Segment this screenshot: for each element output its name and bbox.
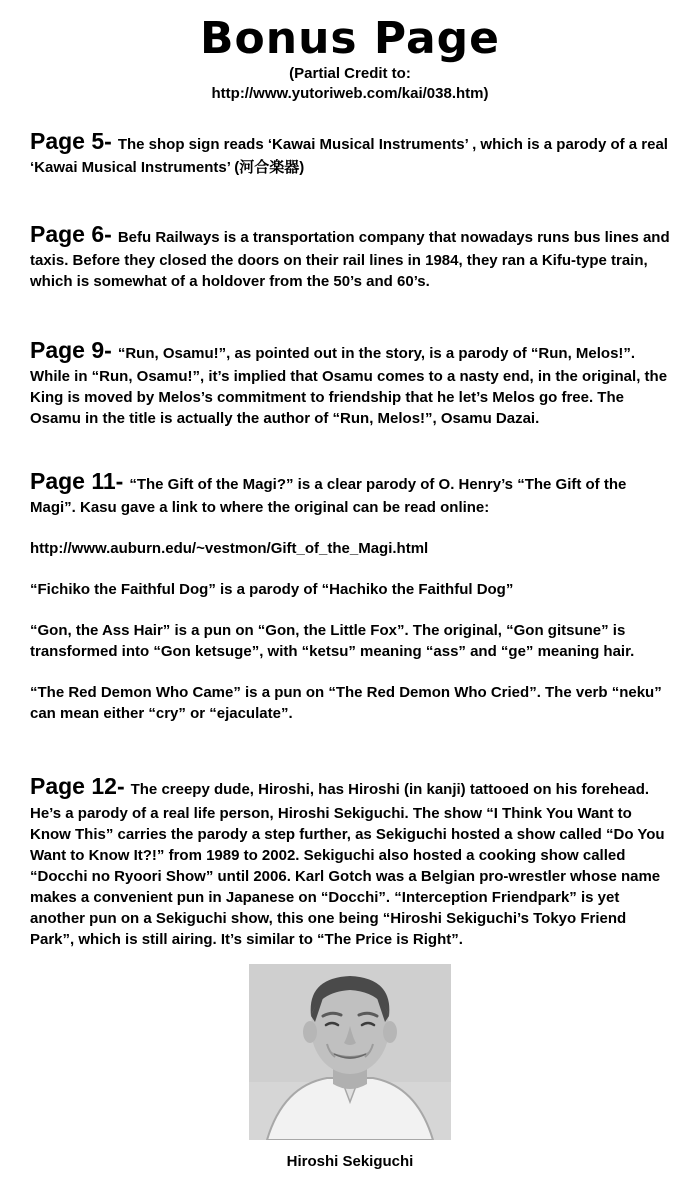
credit-line-1: (Partial Credit to: — [289, 65, 411, 83]
page-9-label: Page 9- — [30, 337, 112, 364]
section-page-12 — [30, 770, 670, 949]
page-5-label: Page 5- — [30, 127, 112, 154]
page-11-label: Page 11- — [30, 468, 124, 495]
page-6-label: Page 6- — [30, 220, 112, 247]
page-9-text: “Run, Osamu!”, as pointed out in the story, is a parody of “Run, Melos!”. While in “Run, Osamu!”, it’s implied that Osamu comes to a nasty end, in the original, the King is moved by Melos’s commitment to friendship that he let’s Melos go free. The Osamu in the title is actually the author of “Run, Melos!”, Osamu Dazai. — [30, 345, 668, 428]
photo-block — [30, 964, 670, 1170]
section-page-9 — [30, 334, 670, 429]
page-11-url: http://www.auburn.edu/~vestmon/Gift_of_the_Magi.html — [30, 540, 429, 558]
page-12-label: Page 12- — [30, 773, 125, 800]
page-12-text: The creepy dude, Hiroshi, has Hiroshi (in kanji) tattooed on his forehead. He’s a parody of a real life person, Hiroshi Sekiguchi. The show “I Think You Want to Know This” carries the parody a step further, as Sekiguchi hosted a show called “Do You Want to Know It?!” from 1989 to 2002. Sekiguchi also hosted a cooking show called “Docchi no Ryoori Show” until 2006. Karl Gotch was a Belgian pro-wrestler whose name makes a convenient pun in Japanese on “Docchi”. “Interception Friendpark” is yet another pun on a Sekiguchi show, this one being “Hiroshi Sekiguchi’s Tokyo Friend Park”, which is still airing. It’s similar to “The Price is Right”. — [30, 781, 665, 948]
page-5-text: The shop sign reads ‘Kawai Musical Instruments’ , which is a parody of a real ‘Kawai Musical Instruments’ (河合楽器) — [30, 135, 668, 176]
hiroshi-sekiguchi-photo — [249, 964, 451, 1140]
section-page-11 — [30, 465, 670, 724]
page-11-text-1: “The Gift of the Magi?” is a clear parody of O. Henry’s “The Gift of the Magi”. Kasu gave a link to where the original can be read online: — [30, 476, 627, 517]
section-page-6 — [30, 218, 670, 292]
section-page-5 — [30, 125, 670, 178]
page-11-text-red-demon: “The Red Demon Who Came” is a pun on “The Red Demon Who Cried”. The verb “neku” can mean either “cry” or “ejaculate”. — [30, 684, 662, 723]
page-11-text-gon: “Gon, the Ass Hair” is a pun on “Gon, the Little Fox”. The original, “Gon gitsune” is transformed into “Gon ketsuge”, with “ketsu” meaning “ass” and “ge” meaning hair. — [30, 622, 635, 661]
photo-caption: Hiroshi Sekiguchi — [286, 1152, 414, 1170]
page-11-text-fichiko: “Fichiko the Faithful Dog” is a parody of “Hachiko the Faithful Dog” — [30, 581, 514, 599]
page-6-text: Befu Railways is a transportation company that nowadays runs bus lines and taxis. Before they closed the doors on their rail lines in 1984, they ran a Kifu-type train, which is somewhat of a holdover from the 50’s and 60’s. — [30, 228, 670, 291]
page-title: Bonus Page — [199, 13, 501, 64]
credit-line-2: http://www.yutoriweb.com/kai/038.htm) — [211, 85, 489, 103]
